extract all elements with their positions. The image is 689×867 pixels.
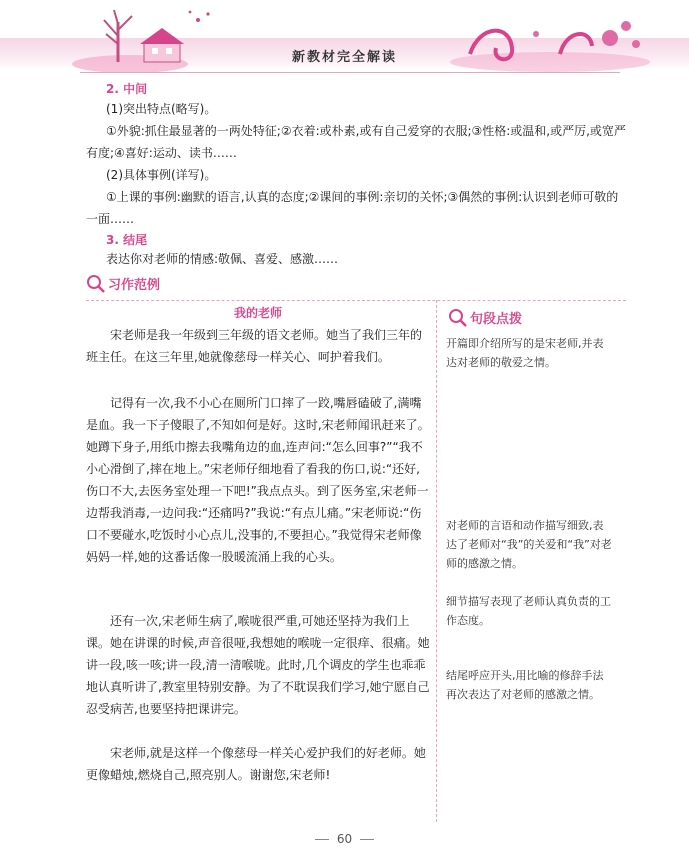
- sidebar-note: 开篇即介绍所写的是宋老师,并表达对老师的敬爱之情。: [446, 337, 604, 369]
- divider: [86, 300, 626, 301]
- sidebar-note: 细节描写表现了老师认真负责的工作态度。: [446, 595, 611, 627]
- magnifier-icon: [448, 308, 468, 328]
- essay-paragraph: 宋老师是我一年级到三年级的语文老师。她当了我们三年的班主任。在这三年里,她就像慈母一样关心、呵护着我们。: [86, 328, 423, 364]
- sidebar-note: 对老师的言语和动作描写细致,表达了老师对“我”的关爱和“我”对老师的感激之情。: [446, 519, 612, 570]
- header-title: 新教材完全解读: [291, 50, 397, 65]
- magnifier-icon: [86, 274, 106, 294]
- page-number-dash: [315, 839, 329, 840]
- essay-title: 我的老师: [233, 306, 282, 320]
- example-heading-text: 习作范例: [108, 278, 161, 293]
- outline-item: 表达你对老师的情感:敬佩、喜爱、感激……: [106, 252, 339, 266]
- outline-item: (1)突出特点(略写)。: [106, 102, 217, 116]
- sidebar-heading-text: 句段点拨: [470, 312, 523, 327]
- page-number-dash: [360, 839, 374, 840]
- page-number: [0, 832, 689, 846]
- section-heading-ending: 3. 结尾: [106, 233, 148, 247]
- outline-item: ①上课的事例:幽默的语言,认真的态度;②课间的事例:亲切的关怀;③偶然的事例:认识到老师可敬的一面……: [86, 190, 619, 226]
- section-heading-middle: 2. 中间: [106, 82, 148, 96]
- essay-paragraph: 宋老师,就是这样一个像慈母一样关心爱护我们的好老师。她更像蜡烛,燃烧自己,照亮别人。谢谢您,宋老师!: [86, 746, 426, 782]
- page-number-value: 60: [336, 832, 353, 846]
- essay-paragraph: 记得有一次,我不小心在厕所门口摔了一跤,嘴唇磕破了,满嘴是血。我一下子傻眼了,不知如何是好。这时,宋老师闻讯赶来了。她蹲下身子,用纸巾擦去我嘴角边的血,连声问:“怎么回事?”“我不小心滑倒了,摔在地上。”宋老师仔细地看了看我的伤口,说:“还好,伤口不大,去医务室处理一下吧!”我点点头。到了医务室,宋老师一边帮我消毒,一边问我:“还痛吗?”我说:“有点儿痛。”宋老师说:“伤口不要碰水,吃饭时小心点儿,没事的,不要担心。”我觉得宋老师像妈妈一样,她的这番话像一股暖流涌上我的心头。: [86, 396, 430, 564]
- essay-paragraph: 还有一次,宋老师生病了,喉咙很严重,可她还坚持为我们上课。她在讲课的时候,声音很哑,我想她的喉咙一定很痒、很痛。她讲一段,咳一咳;讲一段,清一清喉咙。此时,几个调皮的学生也乖乖地认真听讲了,教室里特别安静。为了不耽误我们学习,她宁愿自己忍受病苦,也要坚持把课讲完。: [86, 614, 430, 716]
- sidebar-note: 结尾呼应开头,用比喻的修辞手法再次表达了对老师的感激之情。: [446, 669, 604, 701]
- header-rule: [80, 72, 620, 73]
- page-header: [0, 0, 689, 80]
- swirl-decoration-icon: [440, 4, 650, 76]
- outline-item: ①外貌:抓住最显著的一两处特征;②衣着:或朴素,或有自己爱穿的衣服;③性格:或温和,或严厉,或宽严有度;④喜好:运动、读书……: [86, 124, 626, 160]
- column-divider: [436, 300, 437, 822]
- outline-item: (2)具体事例(详写)。: [106, 168, 217, 182]
